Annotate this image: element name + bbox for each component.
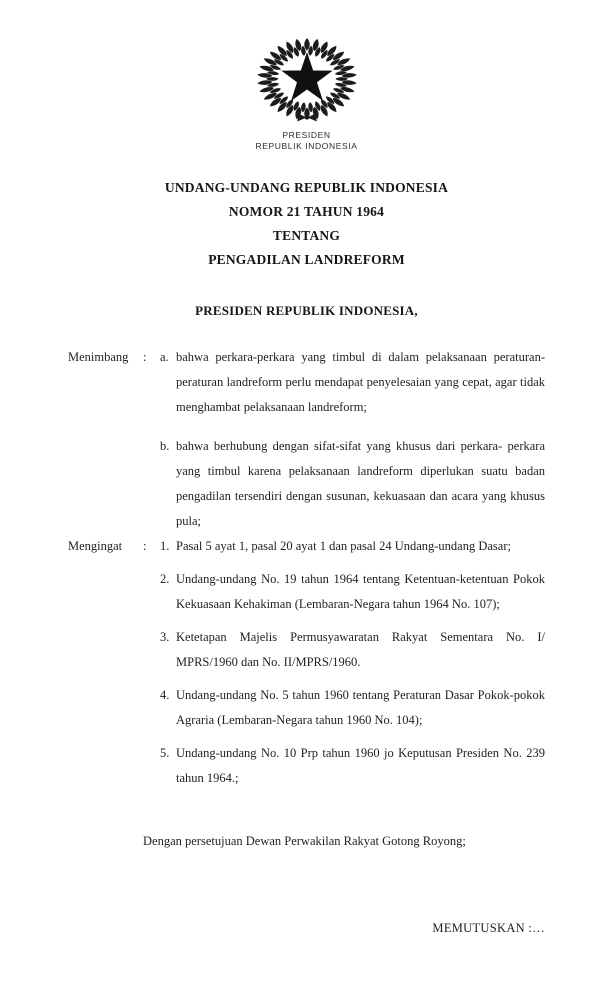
title-line-2: NOMOR 21 TAHUN 1964 [228, 204, 385, 219]
item-text: bahwa berhubung dengan sifat-sifat yang khusus dari perkara- perkara yang timbul karena pelaksanaan landreform diperlukan suatu badan pengadilan tersendiri dengan susunan, kekuasaan dan acara yang khusus pula; [176, 439, 545, 528]
title-line-4: PENGADILAN LANDREFORM [208, 252, 405, 267]
consideration-item [160, 345, 545, 420]
recall-item [160, 741, 545, 791]
considerations-colon: : [143, 350, 147, 364]
considerations-block [68, 345, 545, 534]
letterhead-line1: PRESIDEN [282, 130, 331, 140]
considerations-items [160, 345, 545, 534]
item-text: Pasal 5 ayat 1, pasal 20 ayat 1 dan pasal 24 Undang-undang Dasar; [176, 539, 511, 553]
recall-item [160, 534, 545, 559]
considerations-label: Menimbang [68, 350, 129, 364]
star-shape [281, 52, 332, 101]
title-block [68, 176, 545, 272]
item-marker: a. [160, 350, 169, 364]
consideration-item [160, 434, 545, 534]
item-marker: 2. [160, 572, 170, 586]
recall-item [160, 683, 545, 733]
item-text: Undang-undang No. 19 tahun 1964 tentang Ketentuan-ketentuan Pokok Kekuasaan Kehakiman (Lembaran-Negara tahun 1964 No. 107); [176, 572, 545, 611]
item-marker: 4. [160, 688, 170, 702]
recalls-label: Mengingat [68, 539, 123, 553]
title-line-3: TENTANG [272, 228, 341, 243]
recalls-block [68, 534, 545, 791]
letterhead-line2: REPUBLIK INDONESIA [255, 141, 358, 151]
item-text: Undang-undang No. 5 tahun 1960 tentang Peraturan Dasar Pokok-pokok Agraria (Lembaran-Negara tahun 1960 No. 104); [176, 688, 545, 727]
item-marker: b. [160, 439, 170, 453]
item-text: Ketetapan Majelis Permusyawaratan Rakyat Sementara No. I/ MPRS/1960 dan No. II/MPRS/1960. [176, 630, 545, 669]
item-marker: 1. [160, 539, 170, 553]
item-text: bahwa perkara-perkara yang timbul di dalam pelaksanaan peraturan-peraturan landreform perlu mendapat penyelesaian yang cepat, agar tidak menghambat pelaksanaan landreform; [176, 350, 545, 414]
salutation: PRESIDEN REPUBLIK INDONESIA, [195, 303, 418, 318]
letterhead [68, 36, 545, 152]
item-text: Undang-undang No. 10 Prp tahun 1960 jo Keputusan Presiden No. 239 tahun 1964.; [176, 746, 545, 785]
recall-item [160, 567, 545, 617]
recalls-items [160, 534, 545, 791]
item-marker: 5. [160, 746, 170, 760]
decision-heading: MEMUTUSKAN :… [432, 921, 545, 935]
recalls-colon: : [143, 539, 147, 553]
recall-item [160, 625, 545, 675]
title-line-1: UNDANG-UNDANG REPUBLIK INDONESIA [164, 180, 449, 195]
presidential-star-wreath-emblem-icon [255, 36, 359, 122]
agreement-line: Dengan persetujuan Dewan Perwakilan Rakyat Gotong Royong; [143, 834, 466, 848]
item-marker: 3. [160, 630, 170, 644]
